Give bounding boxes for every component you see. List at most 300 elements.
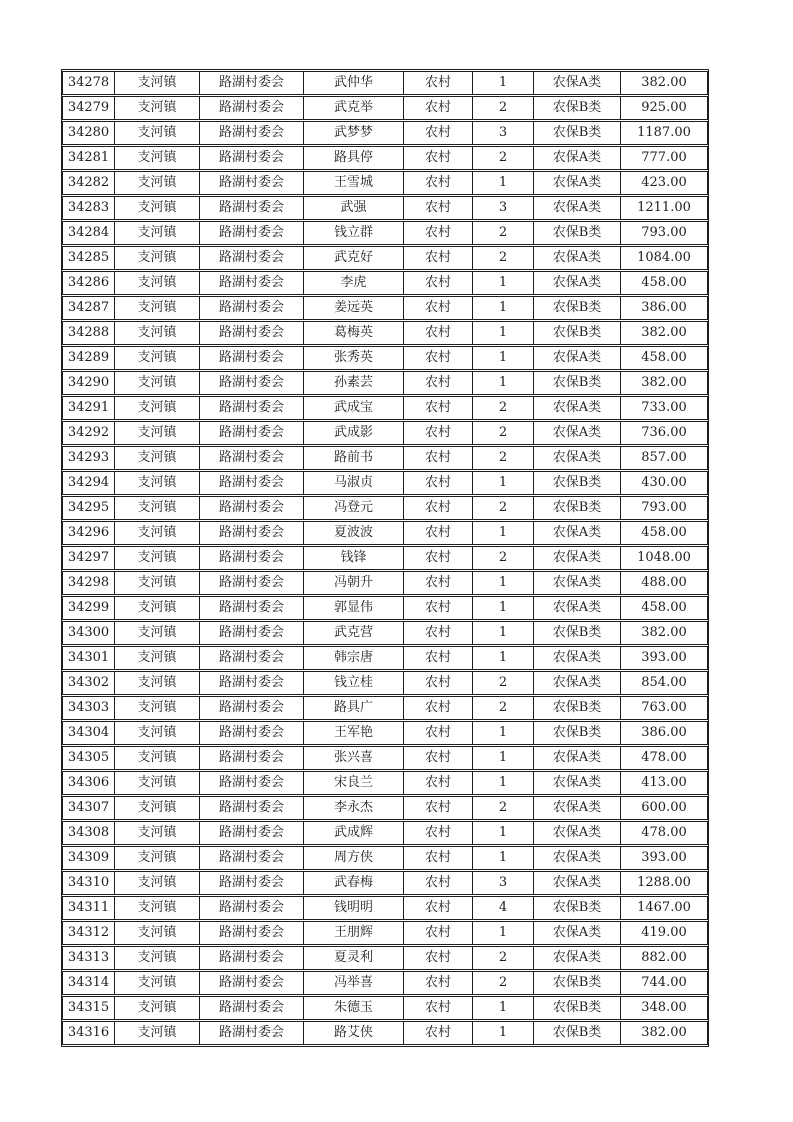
cell-town: 支河镇 <box>115 121 200 145</box>
cell-person-name: 武仲华 <box>304 71 404 95</box>
cell-village-committee: 路湖村委会 <box>200 721 304 745</box>
cell-person-count: 1 <box>473 346 534 370</box>
cell-town: 支河镇 <box>115 196 200 220</box>
cell-residence-type: 农村 <box>404 221 473 245</box>
cell-town: 支河镇 <box>115 871 200 895</box>
cell-residence-type: 农村 <box>404 671 473 695</box>
cell-amount: 478.00 <box>621 746 708 770</box>
cell-person-name: 武梦梦 <box>304 121 404 145</box>
cell-residence-type: 农村 <box>404 71 473 95</box>
cell-town: 支河镇 <box>115 696 200 720</box>
cell-residence-type: 农村 <box>404 571 473 595</box>
cell-person-name: 武克举 <box>304 96 404 120</box>
cell-record-id: 34310 <box>62 871 115 895</box>
cell-record-id: 34304 <box>62 721 115 745</box>
cell-person-name: 张秀英 <box>304 346 404 370</box>
cell-record-id: 34299 <box>62 596 115 620</box>
cell-village-committee: 路湖村委会 <box>200 171 304 195</box>
cell-record-id: 34294 <box>62 471 115 495</box>
cell-insurance-category: 农保A类 <box>534 771 621 795</box>
cell-village-committee: 路湖村委会 <box>200 271 304 295</box>
cell-village-committee: 路湖村委会 <box>200 1021 304 1045</box>
cell-amount: 393.00 <box>621 646 708 670</box>
cell-residence-type: 农村 <box>404 1021 473 1045</box>
cell-insurance-category: 农保B类 <box>534 696 621 720</box>
cell-record-id: 34307 <box>62 796 115 820</box>
cell-insurance-category: 农保B类 <box>534 621 621 645</box>
cell-amount: 458.00 <box>621 596 708 620</box>
cell-person-name: 王军艳 <box>304 721 404 745</box>
table-row <box>62 696 708 720</box>
cell-insurance-category: 农保A类 <box>534 746 621 770</box>
cell-person-count: 1 <box>473 171 534 195</box>
cell-person-name: 武成宝 <box>304 396 404 420</box>
cell-town: 支河镇 <box>115 396 200 420</box>
table-row <box>62 521 708 545</box>
table-row <box>62 396 708 420</box>
cell-record-id: 34278 <box>62 71 115 95</box>
cell-person-count: 2 <box>473 396 534 420</box>
cell-insurance-category: 农保A类 <box>534 846 621 870</box>
cell-person-count: 2 <box>473 696 534 720</box>
cell-amount: 1187.00 <box>621 121 708 145</box>
cell-residence-type: 农村 <box>404 271 473 295</box>
table-row <box>62 921 708 945</box>
cell-insurance-category: 农保A类 <box>534 596 621 620</box>
table-row <box>62 846 708 870</box>
cell-village-committee: 路湖村委会 <box>200 846 304 870</box>
cell-town: 支河镇 <box>115 346 200 370</box>
table-row <box>62 771 708 795</box>
cell-insurance-category: 农保B类 <box>534 1021 621 1045</box>
cell-person-count: 1 <box>473 271 534 295</box>
cell-record-id: 34293 <box>62 446 115 470</box>
cell-person-name: 张兴喜 <box>304 746 404 770</box>
cell-amount: 478.00 <box>621 821 708 845</box>
cell-amount: 736.00 <box>621 421 708 445</box>
cell-town: 支河镇 <box>115 771 200 795</box>
cell-residence-type: 农村 <box>404 746 473 770</box>
cell-person-count: 2 <box>473 446 534 470</box>
cell-town: 支河镇 <box>115 246 200 270</box>
cell-person-count: 2 <box>473 971 534 995</box>
cell-town: 支河镇 <box>115 746 200 770</box>
cell-village-committee: 路湖村委会 <box>200 546 304 570</box>
cell-insurance-category: 农保A类 <box>534 246 621 270</box>
cell-person-count: 1 <box>473 646 534 670</box>
cell-town: 支河镇 <box>115 796 200 820</box>
cell-insurance-category: 农保A类 <box>534 796 621 820</box>
cell-record-id: 34305 <box>62 746 115 770</box>
cell-village-committee: 路湖村委会 <box>200 446 304 470</box>
cell-town: 支河镇 <box>115 546 200 570</box>
cell-person-count: 1 <box>473 921 534 945</box>
cell-amount: 925.00 <box>621 96 708 120</box>
cell-record-id: 34287 <box>62 296 115 320</box>
cell-village-committee: 路湖村委会 <box>200 346 304 370</box>
cell-person-name: 钱立群 <box>304 221 404 245</box>
cell-person-count: 2 <box>473 221 534 245</box>
cell-person-count: 2 <box>473 421 534 445</box>
cell-amount: 744.00 <box>621 971 708 995</box>
cell-residence-type: 农村 <box>404 371 473 395</box>
table-row <box>62 1021 708 1045</box>
cell-residence-type: 农村 <box>404 146 473 170</box>
cell-amount: 458.00 <box>621 271 708 295</box>
cell-record-id: 34300 <box>62 621 115 645</box>
cell-person-name: 李虎 <box>304 271 404 295</box>
cell-insurance-category: 农保B类 <box>534 496 621 520</box>
cell-record-id: 34289 <box>62 346 115 370</box>
cell-person-count: 2 <box>473 496 534 520</box>
cell-residence-type: 农村 <box>404 446 473 470</box>
cell-person-name: 武成辉 <box>304 821 404 845</box>
cell-insurance-category: 农保B类 <box>534 896 621 920</box>
cell-village-committee: 路湖村委会 <box>200 371 304 395</box>
cell-person-count: 3 <box>473 196 534 220</box>
cell-amount: 458.00 <box>621 346 708 370</box>
cell-person-count: 1 <box>473 71 534 95</box>
cell-village-committee: 路湖村委会 <box>200 896 304 920</box>
table-row <box>62 971 708 995</box>
table-row <box>62 71 708 95</box>
cell-amount: 423.00 <box>621 171 708 195</box>
cell-residence-type: 农村 <box>404 971 473 995</box>
table-row <box>62 596 708 620</box>
cell-residence-type: 农村 <box>404 996 473 1020</box>
cell-residence-type: 农村 <box>404 121 473 145</box>
cell-person-name: 冯登元 <box>304 496 404 520</box>
cell-residence-type: 农村 <box>404 796 473 820</box>
cell-residence-type: 农村 <box>404 546 473 570</box>
cell-village-committee: 路湖村委会 <box>200 321 304 345</box>
cell-town: 支河镇 <box>115 646 200 670</box>
cell-town: 支河镇 <box>115 971 200 995</box>
table-row <box>62 496 708 520</box>
cell-insurance-category: 农保B类 <box>534 971 621 995</box>
cell-town: 支河镇 <box>115 571 200 595</box>
cell-person-name: 姜远英 <box>304 296 404 320</box>
cell-person-count: 2 <box>473 796 534 820</box>
cell-residence-type: 农村 <box>404 721 473 745</box>
cell-insurance-category: 农保B类 <box>534 221 621 245</box>
table-row <box>62 571 708 595</box>
cell-village-committee: 路湖村委会 <box>200 696 304 720</box>
cell-town: 支河镇 <box>115 471 200 495</box>
cell-town: 支河镇 <box>115 721 200 745</box>
cell-record-id: 34284 <box>62 221 115 245</box>
cell-amount: 600.00 <box>621 796 708 820</box>
cell-residence-type: 农村 <box>404 396 473 420</box>
cell-insurance-category: 农保B类 <box>534 471 621 495</box>
table-row <box>62 96 708 120</box>
cell-residence-type: 农村 <box>404 821 473 845</box>
cell-record-id: 34311 <box>62 896 115 920</box>
table-row <box>62 146 708 170</box>
cell-village-committee: 路湖村委会 <box>200 971 304 995</box>
cell-village-committee: 路湖村委会 <box>200 96 304 120</box>
cell-residence-type: 农村 <box>404 946 473 970</box>
cell-town: 支河镇 <box>115 946 200 970</box>
cell-record-id: 34283 <box>62 196 115 220</box>
cell-person-count: 1 <box>473 571 534 595</box>
cell-person-name: 葛梅英 <box>304 321 404 345</box>
cell-amount: 1288.00 <box>621 871 708 895</box>
cell-village-committee: 路湖村委会 <box>200 471 304 495</box>
cell-town: 支河镇 <box>115 521 200 545</box>
cell-person-name: 郭显伟 <box>304 596 404 620</box>
table-row <box>62 446 708 470</box>
cell-person-name: 路前书 <box>304 446 404 470</box>
cell-village-committee: 路湖村委会 <box>200 821 304 845</box>
cell-insurance-category: 农保A类 <box>534 71 621 95</box>
cell-residence-type: 农村 <box>404 421 473 445</box>
cell-amount: 777.00 <box>621 146 708 170</box>
cell-record-id: 34285 <box>62 246 115 270</box>
cell-town: 支河镇 <box>115 671 200 695</box>
cell-village-committee: 路湖村委会 <box>200 521 304 545</box>
cell-person-name: 武成影 <box>304 421 404 445</box>
cell-record-id: 34303 <box>62 696 115 720</box>
cell-person-count: 2 <box>473 146 534 170</box>
cell-person-name: 冯举喜 <box>304 971 404 995</box>
cell-village-committee: 路湖村委会 <box>200 121 304 145</box>
cell-record-id: 34316 <box>62 1021 115 1045</box>
cell-village-committee: 路湖村委会 <box>200 396 304 420</box>
cell-record-id: 34291 <box>62 396 115 420</box>
table-row <box>62 196 708 220</box>
cell-person-count: 2 <box>473 671 534 695</box>
table-row <box>62 671 708 695</box>
table-row <box>62 821 708 845</box>
table-row <box>62 296 708 320</box>
cell-person-count: 4 <box>473 896 534 920</box>
cell-village-committee: 路湖村委会 <box>200 746 304 770</box>
cell-person-name: 宋良兰 <box>304 771 404 795</box>
cell-person-count: 1 <box>473 471 534 495</box>
cell-village-committee: 路湖村委会 <box>200 621 304 645</box>
cell-person-name: 钱明明 <box>304 896 404 920</box>
cell-amount: 386.00 <box>621 296 708 320</box>
cell-town: 支河镇 <box>115 596 200 620</box>
table-row <box>62 321 708 345</box>
cell-person-count: 1 <box>473 721 534 745</box>
cell-town: 支河镇 <box>115 421 200 445</box>
cell-amount: 882.00 <box>621 946 708 970</box>
table-row <box>62 996 708 1020</box>
table-row <box>62 546 708 570</box>
cell-insurance-category: 农保A类 <box>534 546 621 570</box>
cell-person-count: 1 <box>473 596 534 620</box>
table-row <box>62 896 708 920</box>
cell-amount: 430.00 <box>621 471 708 495</box>
cell-insurance-category: 农保A类 <box>534 171 621 195</box>
cell-record-id: 34279 <box>62 96 115 120</box>
cell-town: 支河镇 <box>115 921 200 945</box>
cell-residence-type: 农村 <box>404 171 473 195</box>
cell-residence-type: 农村 <box>404 696 473 720</box>
table-row <box>62 621 708 645</box>
cell-insurance-category: 农保A类 <box>534 346 621 370</box>
cell-residence-type: 农村 <box>404 246 473 270</box>
table-row <box>62 171 708 195</box>
cell-residence-type: 农村 <box>404 346 473 370</box>
table-row <box>62 746 708 770</box>
cell-record-id: 34286 <box>62 271 115 295</box>
cell-insurance-category: 农保A类 <box>534 521 621 545</box>
cell-residence-type: 农村 <box>404 896 473 920</box>
cell-village-committee: 路湖村委会 <box>200 296 304 320</box>
cell-town: 支河镇 <box>115 221 200 245</box>
cell-town: 支河镇 <box>115 496 200 520</box>
cell-person-count: 1 <box>473 746 534 770</box>
cell-amount: 793.00 <box>621 496 708 520</box>
table-row <box>62 721 708 745</box>
cell-amount: 1211.00 <box>621 196 708 220</box>
cell-record-id: 34292 <box>62 421 115 445</box>
cell-insurance-category: 农保B类 <box>534 321 621 345</box>
cell-town: 支河镇 <box>115 996 200 1020</box>
cell-record-id: 34280 <box>62 121 115 145</box>
cell-person-count: 1 <box>473 371 534 395</box>
table-row <box>62 871 708 895</box>
table-body <box>62 71 708 1045</box>
cell-person-name: 周方侠 <box>304 846 404 870</box>
cell-town: 支河镇 <box>115 1021 200 1045</box>
cell-residence-type: 农村 <box>404 771 473 795</box>
cell-village-committee: 路湖村委会 <box>200 871 304 895</box>
cell-town: 支河镇 <box>115 446 200 470</box>
cell-town: 支河镇 <box>115 171 200 195</box>
cell-insurance-category: 农保B类 <box>534 371 621 395</box>
cell-amount: 733.00 <box>621 396 708 420</box>
cell-record-id: 34301 <box>62 646 115 670</box>
cell-town: 支河镇 <box>115 896 200 920</box>
cell-person-count: 3 <box>473 871 534 895</box>
cell-village-committee: 路湖村委会 <box>200 671 304 695</box>
cell-person-name: 孙素芸 <box>304 371 404 395</box>
cell-town: 支河镇 <box>115 146 200 170</box>
cell-person-name: 冯朝升 <box>304 571 404 595</box>
cell-town: 支河镇 <box>115 71 200 95</box>
cell-person-count: 2 <box>473 946 534 970</box>
cell-insurance-category: 农保A类 <box>534 821 621 845</box>
cell-residence-type: 农村 <box>404 846 473 870</box>
cell-amount: 382.00 <box>621 1021 708 1045</box>
cell-record-id: 34313 <box>62 946 115 970</box>
cell-amount: 458.00 <box>621 521 708 545</box>
cell-amount: 1048.00 <box>621 546 708 570</box>
cell-person-count: 1 <box>473 821 534 845</box>
cell-amount: 382.00 <box>621 71 708 95</box>
cell-amount: 382.00 <box>621 321 708 345</box>
cell-amount: 382.00 <box>621 371 708 395</box>
cell-residence-type: 农村 <box>404 471 473 495</box>
cell-village-committee: 路湖村委会 <box>200 921 304 945</box>
cell-residence-type: 农村 <box>404 871 473 895</box>
cell-person-count: 2 <box>473 96 534 120</box>
cell-record-id: 34281 <box>62 146 115 170</box>
cell-residence-type: 农村 <box>404 196 473 220</box>
cell-village-committee: 路湖村委会 <box>200 496 304 520</box>
cell-person-name: 夏灵利 <box>304 946 404 970</box>
cell-insurance-category: 农保B类 <box>534 121 621 145</box>
cell-insurance-category: 农保A类 <box>534 146 621 170</box>
cell-person-count: 1 <box>473 1021 534 1045</box>
pension-payment-table <box>61 69 709 1047</box>
cell-insurance-category: 农保A类 <box>534 571 621 595</box>
cell-person-name: 武春梅 <box>304 871 404 895</box>
cell-insurance-category: 农保A类 <box>534 921 621 945</box>
cell-record-id: 34295 <box>62 496 115 520</box>
cell-person-count: 1 <box>473 321 534 345</box>
table-row <box>62 646 708 670</box>
cell-residence-type: 农村 <box>404 296 473 320</box>
cell-record-id: 34314 <box>62 971 115 995</box>
cell-village-committee: 路湖村委会 <box>200 246 304 270</box>
cell-person-name: 王朋辉 <box>304 921 404 945</box>
table-row <box>62 346 708 370</box>
cell-amount: 763.00 <box>621 696 708 720</box>
cell-amount: 386.00 <box>621 721 708 745</box>
cell-amount: 857.00 <box>621 446 708 470</box>
cell-insurance-category: 农保A类 <box>534 271 621 295</box>
cell-person-name: 李永杰 <box>304 796 404 820</box>
table-row <box>62 371 708 395</box>
cell-person-name: 王雪城 <box>304 171 404 195</box>
cell-town: 支河镇 <box>115 371 200 395</box>
cell-person-name: 马淑贞 <box>304 471 404 495</box>
cell-person-name: 朱德玉 <box>304 996 404 1020</box>
table-row <box>62 796 708 820</box>
cell-residence-type: 农村 <box>404 496 473 520</box>
cell-record-id: 34290 <box>62 371 115 395</box>
cell-person-count: 1 <box>473 771 534 795</box>
cell-person-name: 钱锋 <box>304 546 404 570</box>
cell-amount: 382.00 <box>621 621 708 645</box>
cell-insurance-category: 农保A类 <box>534 196 621 220</box>
cell-record-id: 34308 <box>62 821 115 845</box>
cell-insurance-category: 农保A类 <box>534 946 621 970</box>
cell-record-id: 34302 <box>62 671 115 695</box>
cell-residence-type: 农村 <box>404 96 473 120</box>
cell-residence-type: 农村 <box>404 621 473 645</box>
cell-person-count: 1 <box>473 521 534 545</box>
cell-insurance-category: 农保A类 <box>534 871 621 895</box>
cell-person-name: 路具停 <box>304 146 404 170</box>
cell-town: 支河镇 <box>115 321 200 345</box>
cell-amount: 1084.00 <box>621 246 708 270</box>
table-row <box>62 421 708 445</box>
cell-residence-type: 农村 <box>404 521 473 545</box>
cell-insurance-category: 农保A类 <box>534 646 621 670</box>
cell-insurance-category: 农保A类 <box>534 446 621 470</box>
cell-town: 支河镇 <box>115 96 200 120</box>
cell-amount: 793.00 <box>621 221 708 245</box>
cell-amount: 1467.00 <box>621 896 708 920</box>
cell-residence-type: 农村 <box>404 646 473 670</box>
cell-village-committee: 路湖村委会 <box>200 196 304 220</box>
cell-record-id: 34309 <box>62 846 115 870</box>
table-row <box>62 471 708 495</box>
cell-person-name: 路艾侠 <box>304 1021 404 1045</box>
cell-village-committee: 路湖村委会 <box>200 146 304 170</box>
cell-town: 支河镇 <box>115 621 200 645</box>
cell-person-count: 2 <box>473 246 534 270</box>
cell-village-committee: 路湖村委会 <box>200 571 304 595</box>
cell-person-name: 钱立桂 <box>304 671 404 695</box>
cell-village-committee: 路湖村委会 <box>200 771 304 795</box>
